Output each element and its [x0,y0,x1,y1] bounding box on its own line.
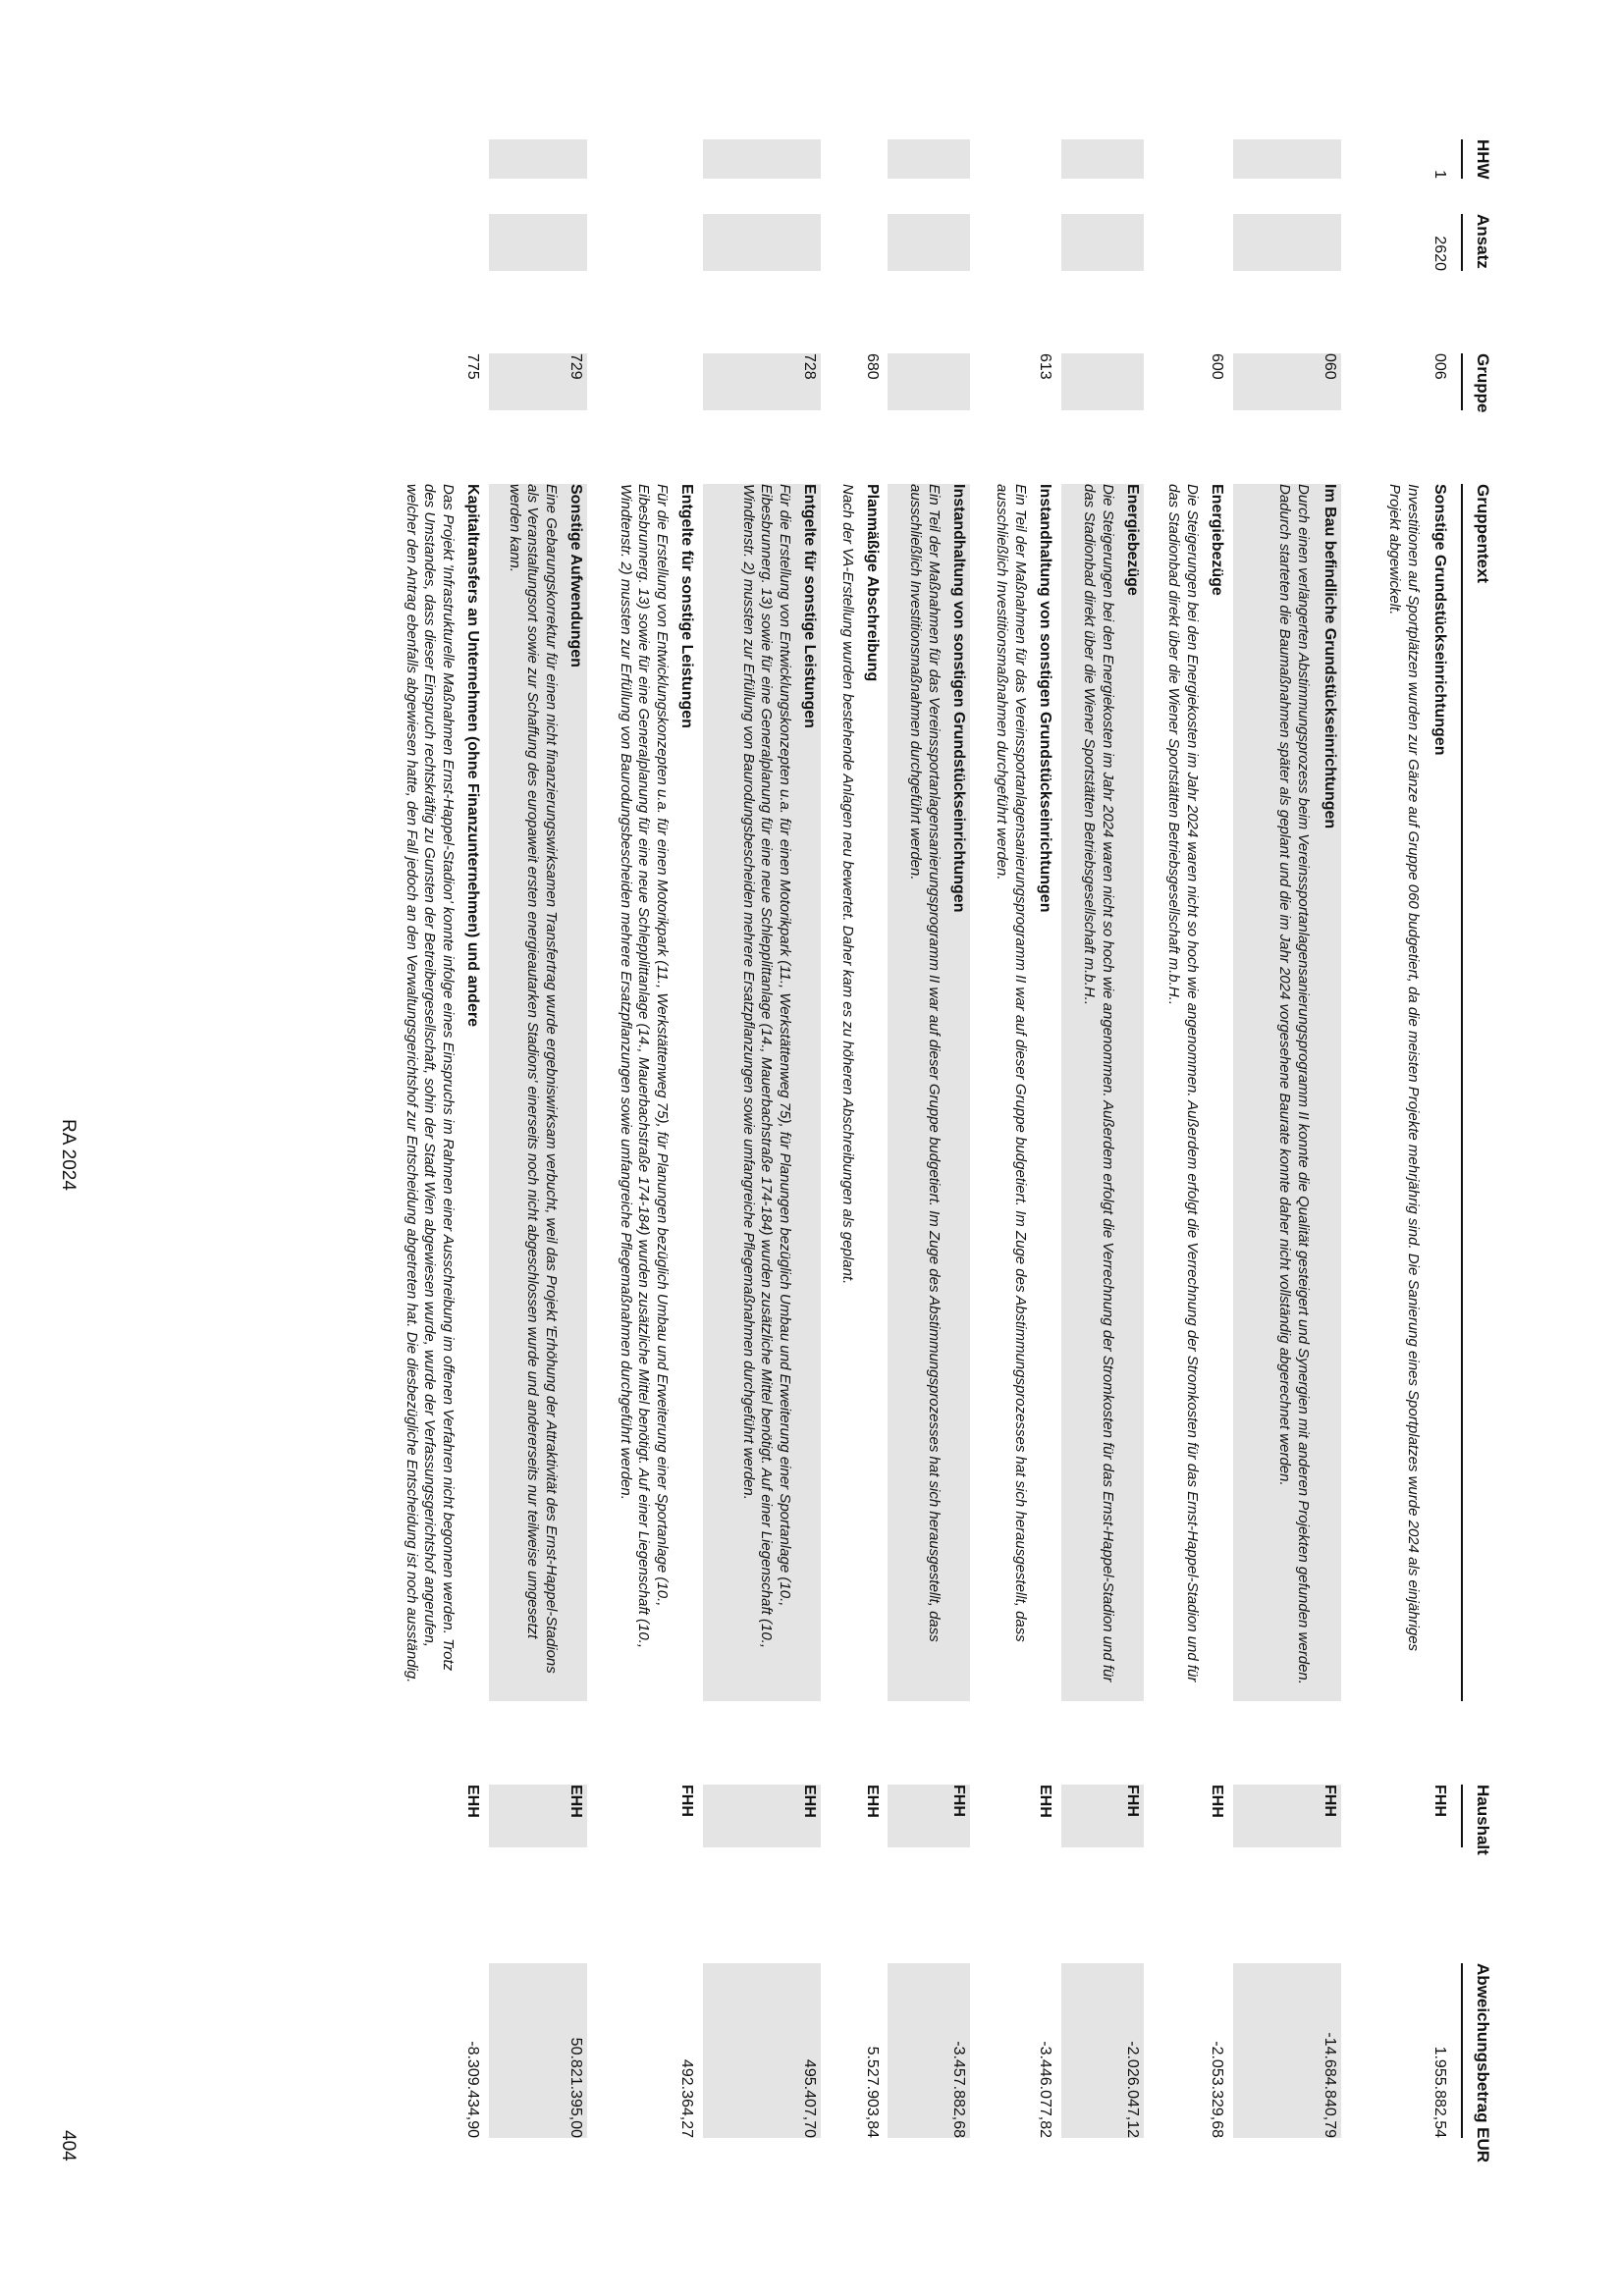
cell-gruppe: 006 [1431,353,1448,380]
table-row [1345,0,1449,2296]
cell-gruppentext-title: Energiebezüge [1124,484,1141,596]
row-shade [489,139,587,179]
row-shade [888,353,970,410]
cell-haushalt: FHH [678,1785,695,1817]
cell-betrag: -8.309.434,90 [464,2041,481,2138]
header-haushalt: Haushalt [1474,1785,1492,1855]
cell-gruppentext-title: Energiebezüge [1209,484,1225,596]
cell-gruppentext-title: Instandhaltung von sonstigen Grundstückseinrichtungen [1037,484,1053,913]
table-row [590,0,698,2296]
cell-gruppe: 729 [567,353,584,380]
row-shade [1061,139,1144,179]
cell-gruppentext-desc: Für die Erstellung von Entwicklungskonzepten u.a. für einen Motorikpark (11., Werkstättenweg 75), für Planungen bezüglich Umbau und Erweiterung einer Sportanlage (10., Eibesbrunnerg. 13) sowie für eine Generalplanung für eine neue Schlepplittanlage (14., Mauerbachstraße 174-184) wurden zusätzliche Mittel benötigt. Auf einer Liegenschaft (10., Windtenstr. 2) mussten zur Erfüllung von Baurodungsbescheiden mehrere Ersatzpflanzungen sowie umfangreiche Pflegemaßnahmen durchgeführt werden. [740,484,793,1648]
cell-haushalt: FHH [1321,1785,1338,1817]
cell-betrag: -3.457.882,68 [950,2041,967,2138]
table-row [825,0,884,2296]
cell-betrag: 5.527.903,84 [864,2046,881,2138]
header-rule [1461,353,1463,410]
page-number: 404 [58,2130,79,2162]
header-rule [1461,484,1463,1701]
header-rule [1461,214,1463,271]
cell-gruppentext-desc: Die Steigerungen bei den Energiekosten im Jahr 2024 waren nicht so hoch wie angenommen. Außerdem erfolgt die Verrechnung der Stromkosten für das Ernst-Happel-Stadion und für das Stadionbad direkt über die Wiener Sportstätten Betriebsgesellschaft m.b.H.. [1165,484,1201,1682]
cell-gruppentext-desc: Die Steigerungen bei den Energiekosten im Jahr 2024 waren nicht so hoch wie angenommen. Außerdem erfolgt die Verrechnung der Stromkosten für das Ernst-Happel-Stadion und für das Stadionbad direkt über die Wiener Sportstätten Betriebsgesellschaft m.b.H.. [1081,484,1116,1682]
cell-gruppe: 613 [1037,353,1053,380]
cell-gruppentext-title: Im Bau befindliche Grundstückseinrichtungen [1321,484,1338,829]
header-abweichung: Abweichungsbetrag EUR [1474,1963,1492,2163]
header-ansatz: Ansatz [1474,214,1492,269]
header-rule [1461,1963,1463,2138]
cell-haushalt: EHH [1037,1785,1053,1818]
cell-betrag: 1.955.882,54 [1431,2046,1448,2138]
cell-gruppe: 775 [464,353,481,380]
cell-haushalt: FHH [1431,1785,1448,1817]
table-row [888,0,970,2296]
row-shade [888,139,970,179]
cell-gruppentext-desc: Investitionen auf Sportplätzen wurden zur Gänze auf Gruppe 060 budgetiert, da die meisten Projekte mehrjährig sind. Die Sanierung eines Sportplatzes wurde 2024 als einjähriges Projekt abgewickelt. [1386,484,1422,1652]
header-gruppentext: Gruppentext [1474,484,1492,584]
cell-gruppe: 060 [1321,353,1338,380]
report-label: RA 2024 [58,1119,79,1191]
cell-ansatz: 2620 [1431,236,1448,271]
cell-betrag: -3.446.077,82 [1037,2041,1053,2138]
cell-haushalt: EHH [1209,1785,1225,1818]
cell-gruppentext-title: Entgelte für sonstige Leistungen [678,484,695,728]
cell-hhw: 1 [1431,170,1448,179]
cell-gruppentext-desc: Nach der VA-Erstellung wurden bestehende Anlagen neu bewertet. Daher kam es zu höheren Abschreibungen als geplant. [839,484,856,1285]
cell-gruppentext-title: Sonstige Grundstückseinrichtungen [1431,484,1448,756]
cell-haushalt: EHH [801,1785,818,1818]
row-shade [703,214,821,271]
table-row [1061,0,1144,2296]
header-gruppe: Gruppe [1474,353,1492,413]
cell-gruppentext-title: Entgelte für sonstige Leistungen [801,484,818,728]
cell-haushalt: FHH [1124,1785,1141,1817]
cell-haushalt: EHH [864,1785,881,1818]
table-row [347,0,484,2296]
cell-betrag: -2.026.047,12 [1124,2041,1141,2138]
cell-betrag: -2.053.329,68 [1209,2041,1225,2138]
cell-gruppe: 728 [801,353,818,380]
row-shade [1233,214,1341,271]
cell-gruppentext-desc: Ein Teil der Maßnahmen für das Vereinssportanlagensanierungsprogramm II war auf dieser Gruppe budgetiert. Im Zuge des Abstimmungsprozesses hat sich herausgestellt, dass ausschließlich Investitionsmaßnahmen durchgeführt werden. [907,484,943,1642]
table-header [1467,0,1502,2296]
cell-betrag: -14.684.840,79 [1321,2032,1338,2138]
cell-gruppe: 600 [1209,353,1225,380]
header-rule [1461,139,1463,179]
row-shade [1061,353,1144,410]
cell-gruppentext-desc: Eine Gebarungskorrektur für einen nicht finanzierungswirksamen Transfertrag wurde ergebniswirksam verbucht, weil das Projekt 'Erhöhung der Attraktivität des Ernst-Happel-Stadions als Veranstaltungsort sowie zur Schaffung des europaweit ersten energieautarken Stadions' einerseits noch nicht abgeschlossen wurde und andererseits nur teilweise umgesetzt werden kann. [507,484,560,1674]
table-row [703,0,821,2296]
cell-haushalt: FHH [950,1785,967,1817]
cell-betrag: 492.364,27 [678,2058,695,2138]
table-row [489,0,587,2296]
table-row [974,0,1056,2296]
cell-gruppentext-desc: Durch einen verlängerten Abstimmungsprozess beim Vereinssportanlagensanierungsprogramm II konnte die Qualität gesteigert und Synergien mit anderen Projekten gefunden werden. Dadurch starteten die Baumaßnahmen später als geplant und die im Jahr 2024 vorgesehene Baurate konnte daher nicht vollständig abgerechnet werden. [1276,484,1312,1684]
header-hhw: HHW [1474,139,1492,180]
table-row [1233,0,1341,2296]
cell-haushalt: EHH [464,1785,481,1818]
row-shade [888,214,970,271]
row-shade [703,139,821,179]
cell-betrag: 50.821.395,00 [567,2037,584,2138]
row-shade [1061,214,1144,271]
cell-gruppentext-title: Kapitaltransfers an Unternehmen (ohne Finanzunternehmen) und andere [464,484,481,1027]
cell-gruppe: 680 [864,353,881,380]
table-row [1148,0,1228,2296]
cell-gruppentext-desc: Ein Teil der Maßnahmen für das Vereinssportanlagensanierungsprogramm II war auf dieser Gruppe budgetiert. Im Zuge des Abstimmungsprozesses hat sich herausgestellt, dass ausschließlich Investitionsmaßnahmen durchgeführt werden. [994,484,1029,1642]
row-shade [1233,139,1341,179]
cell-betrag: 495.407,70 [801,2058,818,2138]
cell-gruppentext-title: Sonstige Aufwendungen [567,484,584,667]
row-shade [489,214,587,271]
cell-haushalt: EHH [567,1785,584,1818]
cell-gruppentext-title: Instandhaltung von sonstigen Grundstückseinrichtungen [950,484,967,913]
cell-gruppentext-title: Planmäßige Abschreibung [864,484,881,682]
header-rule [1461,1785,1463,1847]
cell-gruppentext-desc: Für die Erstellung von Entwicklungskonzepten u.a. für einen Motorikpark (11., Werkstättenweg 75), für Planungen bezüglich Umbau und Erweiterung einer Sportanlage (10., Eibesbrunnerg. 13) sowie für eine Generalplanung für eine neue Schlepplittanlage (14., Mauerbachstraße 174-184) wurden zusätzliche Mittel benötigt. Auf einer Liegenschaft (10., Windtenstr. 2) mussten zur Erfüllung von Baurodungsbescheiden mehrere Ersatzpflanzungen sowie umfangreiche Pflegemaßnahmen durchgeführt werden. [618,484,671,1648]
cell-gruppentext-desc: Das Projekt 'Infrastrukturelle Maßnahmen Ernst-Happel-Stadion' konnte infolge eines Einspruchs im Rahmen einer Ausschreibung im offenen Verfahren nicht begonnen werden. Trotz des Umstandes, dass dieser Einspruch rechtskräftig zu Gunsten der Betreibergesellschaft, sohin der Stadt Wien abgewiesen wurde, wurde der Verfassungsgerichtshof angerufen, welcher den Antrag ebenfalls abgewiesen hatte, den Fall jedoch an den Verwaltungsgerichtshof zur Entscheidung abgetreten hat. Die diesbezügliche Entscheidung ist noch ausständig. [404,484,457,1683]
